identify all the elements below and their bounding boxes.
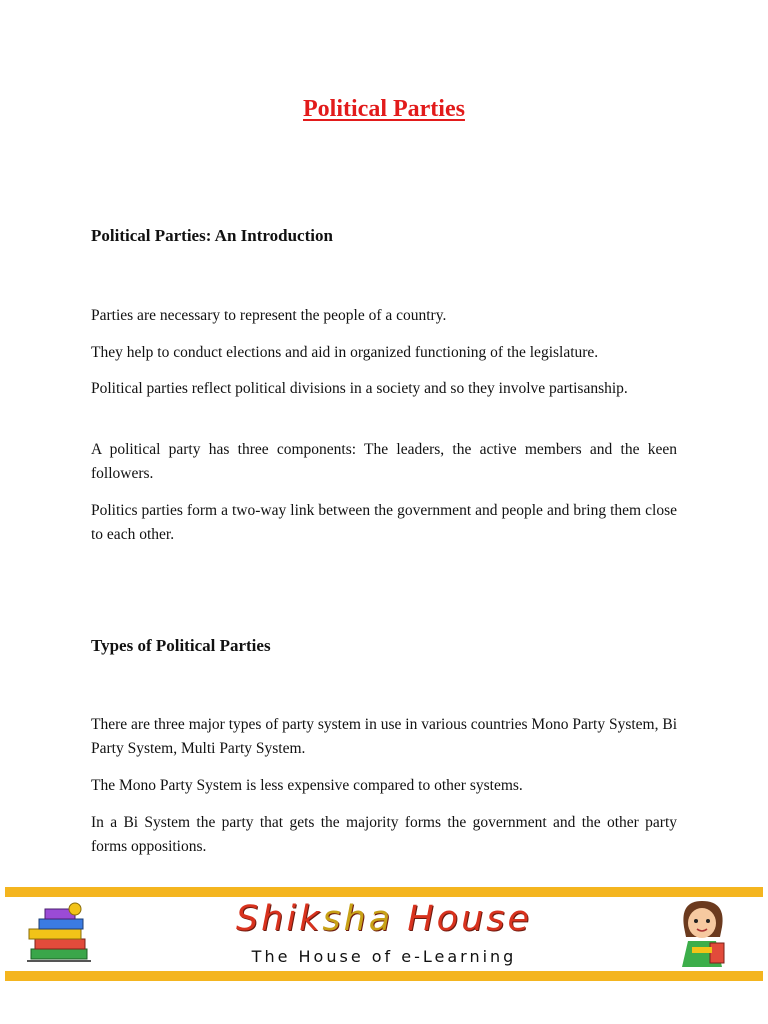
paragraph: In a Bi System the party that gets the majority forms the government and the other party forms oppositions. [91, 814, 677, 855]
paragraph: Politics parties form a two-way link between the government and people and bring them close to each other. [91, 502, 677, 543]
paragraph: There are three major types of party system in use in various countries Mono Party System, Bi Party System, Multi Party System. [91, 716, 677, 757]
section-heading-types: Types of Political Parties [91, 636, 271, 655]
section-heading-introduction: Political Parties: An Introduction [91, 226, 333, 245]
paragraph: A political party has three components: The leaders, the active members and the keen followers. [91, 441, 677, 482]
paragraph: They help to conduct elections and aid in organized functioning of the legislature. [91, 344, 599, 361]
footer-banner-inner [5, 897, 763, 971]
student-girl-icon [670, 897, 734, 971]
paragraph: The Mono Party System is less expensive compared to other systems. [91, 777, 523, 794]
brand-tagline: The House of e-Learning [251, 947, 517, 966]
page-title: Political Parties [303, 96, 465, 122]
paragraph: Parties are necessary to represent the people of a country. [91, 307, 447, 324]
footer-banner [5, 887, 763, 981]
brand-name: Shiksha House [235, 899, 533, 939]
paragraph: Political parties reflect political divisions in a society and so they involve partisanship. [91, 380, 628, 397]
